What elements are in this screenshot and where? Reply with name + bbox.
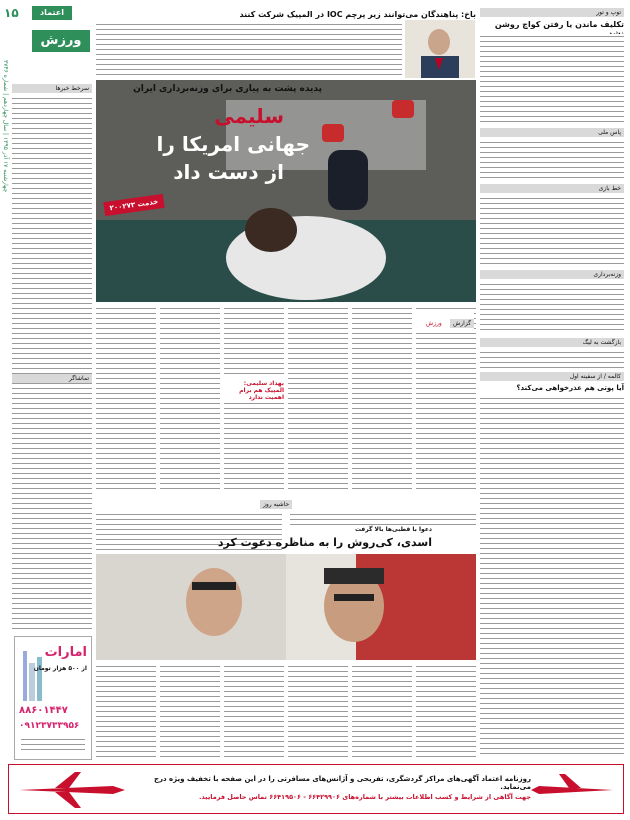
footer-line-1: روزنامه اعتماد آگهی‌های مراکز گردشگری، تفریحی و آژانس‌های مسافرتی را در این صفحه با تخفیف ویژه درج می‌نماید. [153,775,531,791]
feature-text-right [290,512,476,526]
right-lead-title: تکلیف ماندن یا رفتن کواچ روشن [494,20,624,29]
aside-tag: حاشیه روز [260,500,292,509]
right-tag-bottom: کالمه / از سفینه اول [480,372,624,381]
footer-banner [8,764,624,814]
footer-line-2: جهت آگاهی از شرایط و کسب اطلاعات بیشتر با شماره‌های ۶۶۴۲۹۹۰۶ - ۶۶۴۱۹۵۰۶ تماس حاصل فرمایید. [198,793,531,801]
weightlifter-photo [96,80,476,302]
feature-story [96,512,476,760]
hero-supertitle: پدیده پشت به پیاری برای وزنه‌برداری ایران [133,84,322,94]
ad-title: امارات [44,645,87,660]
section-title: ورزش [32,30,90,52]
right-item-1: پاس ملی [480,128,624,137]
hero-headline-2: از دست داد [173,160,284,184]
report-col-4 [288,306,348,492]
page-number: ۱۵ [4,6,19,20]
masthead [4,6,92,58]
left-tag-news: سرخط خبرها [12,84,92,93]
feature-body-6 [416,664,476,758]
left-text-2 [12,386,92,631]
report-col-2 [160,306,220,492]
airplane-icon-left [13,766,133,812]
hero-badge: خدمت ۲۰۰۲۷۳ [103,194,164,216]
report-label: گزارش [450,319,474,328]
feature-body-4 [288,664,348,758]
report-block [96,306,476,496]
right-text-4 [480,350,624,368]
report-col-5 [352,306,412,492]
ad-phone-2: ۰۹۱۲۳۷۳۳۹۵۶ [19,721,80,731]
right-lead-text [480,34,624,126]
right-text-3 [480,282,624,334]
hero-name: سلیمی [214,104,284,128]
top-story-text [96,22,402,76]
right-item-2: خط بازی [480,184,624,193]
right-bottom-title: آیا پوتی هم عذرخواهی می‌کند؟ [516,384,624,392]
airplane-icon-right [529,766,619,812]
right-text-2 [480,196,624,266]
feature-body-2 [160,664,220,758]
hero-photo [96,80,476,302]
portrait-photo [405,20,475,78]
dateline: چهارشنبه ۱۷ آذر ۱۳۹۵ | سال چهاردهم | شماره ۳۷۴۶ [2,60,9,193]
left-tag-spectator: تماشاگر [12,374,92,383]
right-item-4: بازگشت به لیگ [480,338,624,347]
newspaper-logo: اعتماد [32,6,72,20]
right-column [480,8,624,758]
right-item-3: وزنه‌برداری [480,270,624,279]
feature-body-5 [352,664,412,758]
report-tag [416,310,474,329]
ad-phone-1: ۸۸۶۰۱۴۴۷ [19,705,68,716]
report-author: ورزش [425,320,442,327]
right-text-1 [480,140,624,180]
left-text-1 [12,96,92,396]
right-bottom-text [480,396,624,758]
report-col-1 [96,306,156,492]
right-tag: توپ و تور [480,8,624,17]
coaches-photo [96,554,476,660]
hero-headline-1: جهانی امریکا را [156,132,310,156]
feature-body-1 [96,664,156,758]
ad-fineprint [21,737,85,753]
feature-photo [96,554,476,660]
report-col-6 [416,306,476,492]
pullquote: بهداد سلیمی: المپیک هم برام اهمیت ندارد [224,378,284,403]
feature-headline: اسدی، کی‌روش را به مناظره دعوت کرد [217,536,432,549]
travel-ad [14,636,92,760]
bach-portrait [405,20,475,78]
feature-kicker: دعوا با قطبی‌ها بالا گرفت [354,526,432,533]
feature-body-3 [224,664,284,758]
ad-subtitle: از ۵۰۰ هزار تومان [33,665,87,672]
top-story-headline: باخ: پناهندگان می‌توانند زیر پرچم IOC در المپیک شرکت کنند [239,10,476,19]
